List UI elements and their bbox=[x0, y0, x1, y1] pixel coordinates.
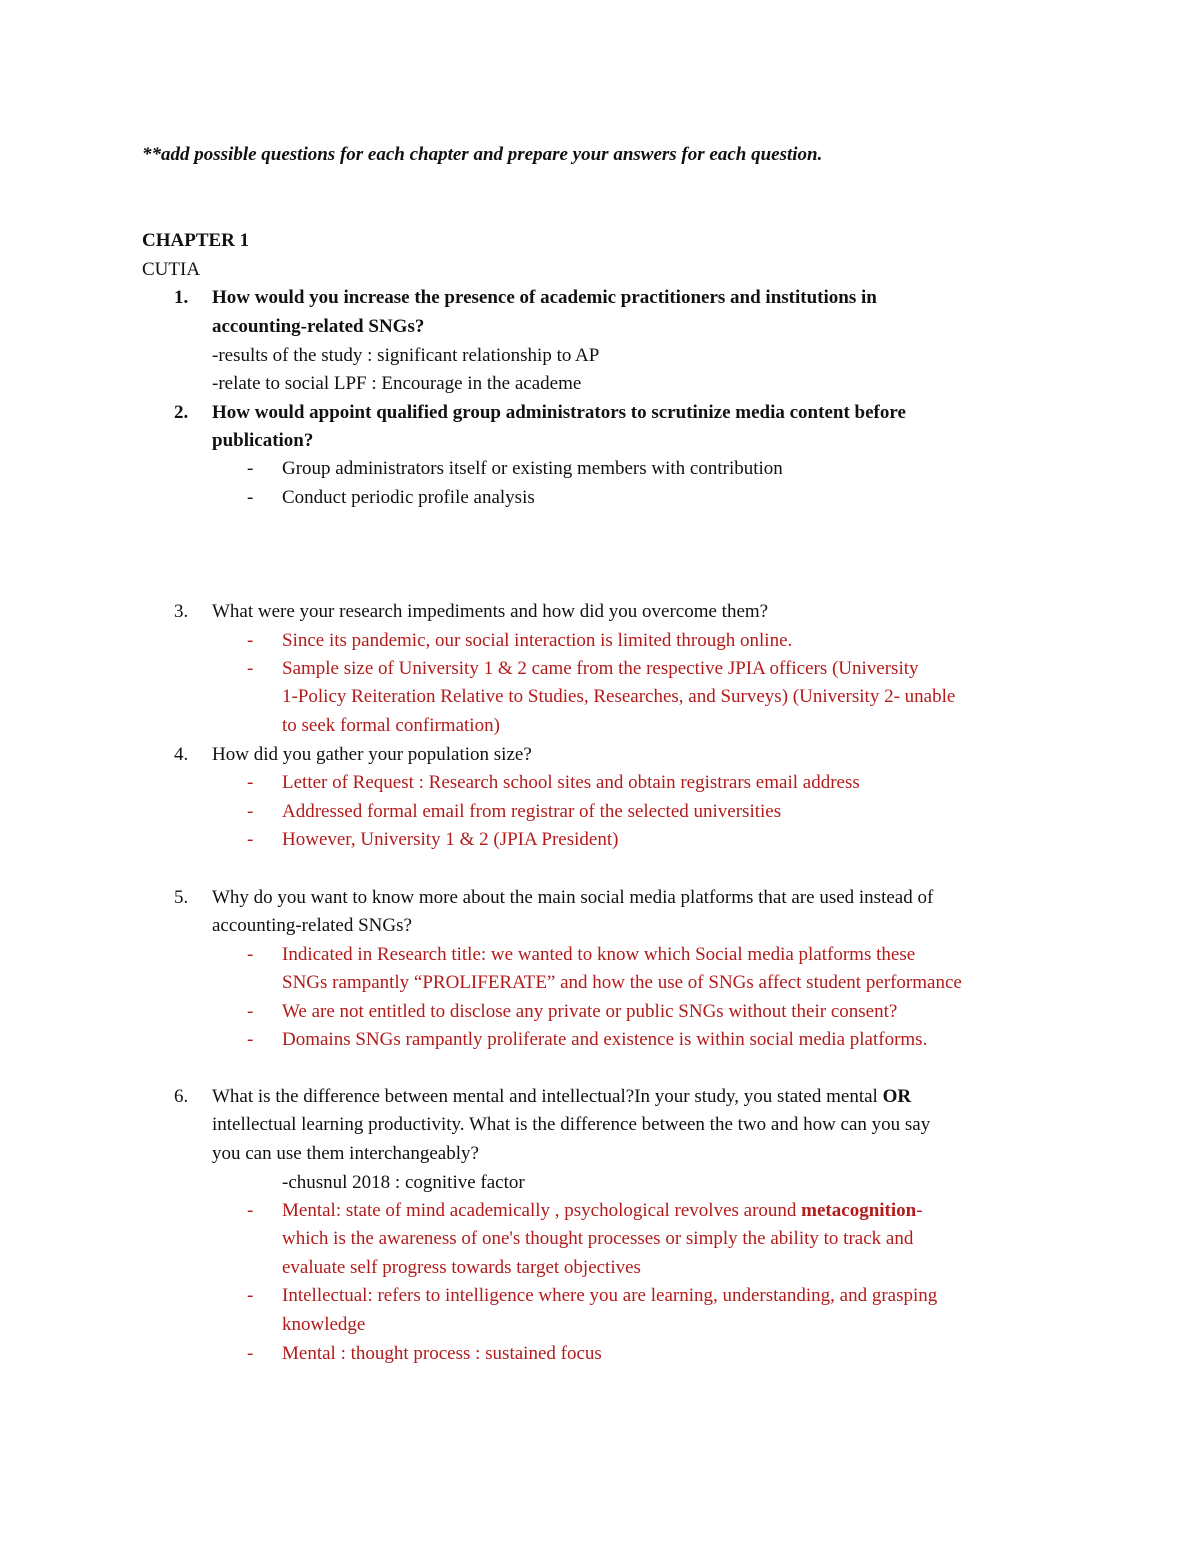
answer-item: 1-Policy Reiteration Relative to Studies, Researches, and Surveys) (University 2- unable bbox=[282, 686, 956, 707]
answer-text-part: Mental: state of mind academically , psychological revolves around bbox=[282, 1200, 802, 1221]
question-number: 4. bbox=[174, 744, 189, 765]
bullet-dash: - bbox=[247, 1285, 254, 1306]
answer-item: However, University 1 & 2 (JPIA President) bbox=[282, 829, 619, 850]
answer-item: Since its pandemic, our social interaction is limited through online. bbox=[282, 630, 793, 651]
bullet-dash: - bbox=[247, 630, 254, 651]
question-emphasis: OR bbox=[882, 1086, 912, 1107]
question-text-part: What is the difference between mental and intellectual?In your study, you stated mental bbox=[212, 1086, 883, 1107]
bullet-dash: - bbox=[247, 658, 254, 679]
answer-note: -results of the study : significant relationship to AP bbox=[212, 345, 600, 366]
bullet-dash: - bbox=[247, 487, 254, 508]
answer-item: which is the awareness of one's thought processes or simply the ability to track and bbox=[282, 1228, 914, 1249]
question-number: 1. bbox=[174, 287, 189, 308]
answer-item: evaluate self progress towards target objectives bbox=[282, 1257, 641, 1278]
answer-item: Indicated in Research title: we wanted to know which Social media platforms these bbox=[282, 944, 916, 965]
answer-item: Addressed formal email from registrar of the selected universities bbox=[282, 801, 782, 822]
question-text: How would appoint qualified group administrators to scrutinize media content before bbox=[212, 402, 906, 423]
answer-item: Conduct periodic profile analysis bbox=[282, 487, 535, 508]
answer-item: Group administrators itself or existing members with contribution bbox=[282, 458, 783, 479]
answer-item: We are not entitled to disclose any private or public SNGs without their consent? bbox=[282, 1001, 898, 1022]
panelist-name: CUTIA bbox=[142, 259, 201, 280]
question-text: What were your research impediments and how did you overcome them? bbox=[212, 601, 769, 622]
question-number: 2. bbox=[174, 402, 189, 423]
bullet-dash: - bbox=[247, 801, 254, 822]
bullet-dash: - bbox=[247, 458, 254, 479]
answer-note: -chusnul 2018 : cognitive factor bbox=[282, 1172, 525, 1193]
question-number: 5. bbox=[174, 887, 189, 908]
question-text: Why do you want to know more about the main social media platforms that are used instead of bbox=[212, 887, 934, 908]
answer-item: to seek formal confirmation) bbox=[282, 715, 500, 736]
answer-item bbox=[282, 1199, 923, 1223]
instruction-note: **add possible questions for each chapter and prepare your answers for each question. bbox=[142, 144, 823, 165]
question-text: you can use them interchangeably? bbox=[212, 1143, 479, 1164]
question-number: 6. bbox=[174, 1086, 189, 1107]
answer-emphasis: metacognition bbox=[801, 1200, 917, 1221]
chapter-title: CHAPTER 1 bbox=[142, 230, 250, 251]
question-text: How did you gather your population size? bbox=[212, 744, 532, 765]
bullet-dash: - bbox=[247, 944, 254, 965]
answer-item: Domains SNGs rampantly proliferate and existence is within social media platforms. bbox=[282, 1029, 928, 1050]
answer-item: Intellectual: refers to intelligence where you are learning, understanding, and grasping bbox=[282, 1285, 938, 1306]
answer-item: knowledge bbox=[282, 1314, 366, 1335]
bullet-dash: - bbox=[247, 1001, 254, 1022]
bullet-dash: - bbox=[247, 1029, 254, 1050]
answer-item: Letter of Request : Research school sites and obtain registrars email address bbox=[282, 772, 860, 793]
question-text bbox=[212, 1085, 911, 1109]
question-text: accounting-related SNGs? bbox=[212, 915, 412, 936]
question-text: accounting-related SNGs? bbox=[212, 316, 425, 337]
answer-note: -relate to social LPF : Encourage in the academe bbox=[212, 373, 582, 394]
bullet-dash: - bbox=[247, 772, 254, 793]
bullet-dash: - bbox=[247, 1200, 254, 1221]
bullet-dash: - bbox=[247, 829, 254, 850]
bullet-dash: - bbox=[247, 1343, 254, 1364]
question-text: How would you increase the presence of academic practitioners and institutions in bbox=[212, 287, 877, 308]
answer-item: Sample size of University 1 & 2 came from the respective JPIA officers (University bbox=[282, 658, 919, 679]
question-text: intellectual learning productivity. What is the difference between the two and how can you say bbox=[212, 1114, 931, 1135]
question-text: publication? bbox=[212, 430, 314, 451]
answer-text-part: - bbox=[916, 1200, 923, 1221]
answer-item: SNGs rampantly “PROLIFERATE” and how the use of SNGs affect student performance bbox=[282, 972, 962, 993]
answer-item: Mental : thought process : sustained focus bbox=[282, 1343, 602, 1364]
question-number: 3. bbox=[174, 601, 189, 622]
